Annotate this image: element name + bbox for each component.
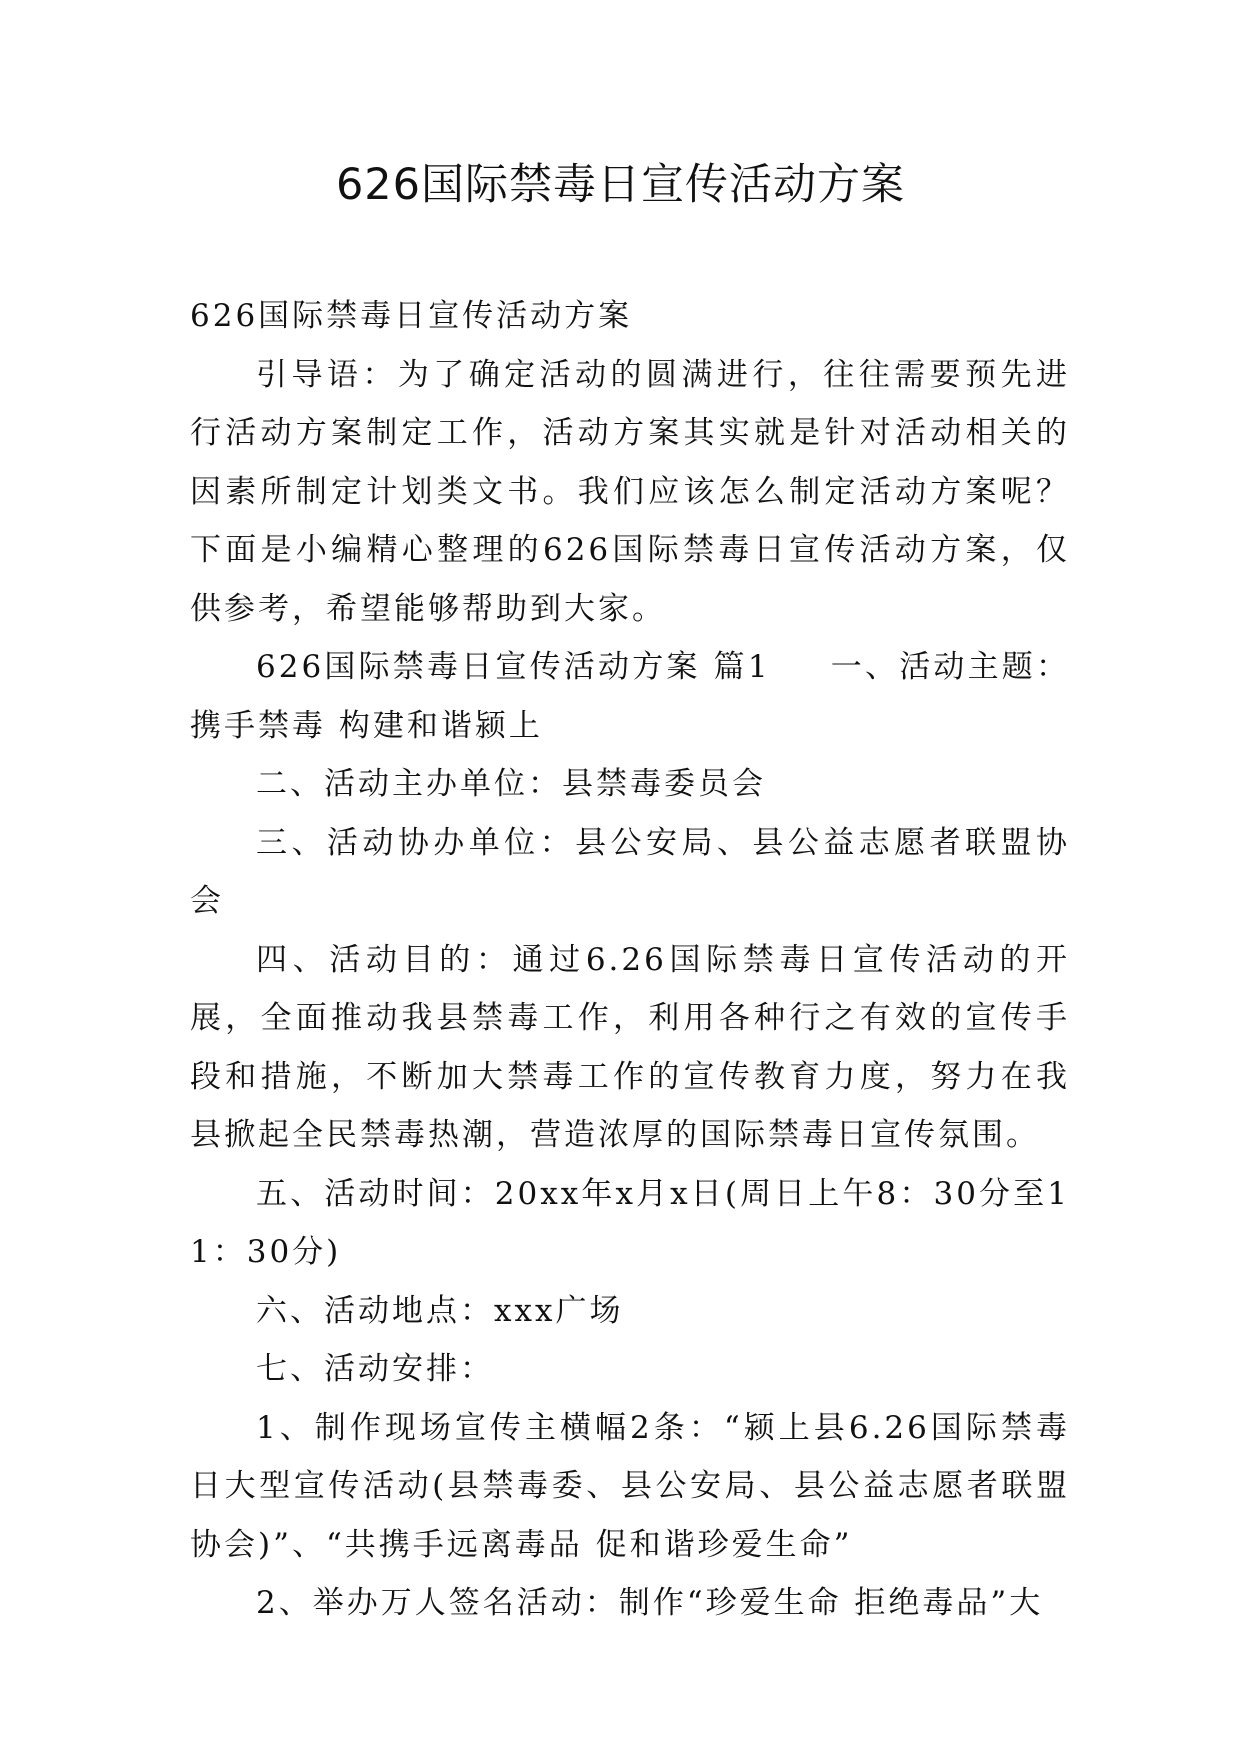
time-item: 五、活动时间：20xx年x月x日(周日上午8：30分至11：30分) (190, 1175, 1070, 1270)
arrangement-heading: 七、活动安排： (256, 1351, 494, 1387)
section-heading: 626国际禁毒日宣传活动方案 篇1 (256, 649, 771, 685)
section-heading-paragraph (190, 638, 1070, 755)
organizer-item: 二、活动主办单位：县禁毒委员会 (256, 766, 766, 802)
subtitle-paragraph: 626国际禁毒日宣传活动方案 (190, 298, 633, 334)
intro-paragraph: 引导语：为了确定活动的圆满进行，往往需要预先进行活动方案制定工作，活动方案其实就是针对活动相关的因素所制定计划类文书。我们应该怎么制定活动方案呢？下面是小编精心整理的626国际禁毒日宣传活动方案，仅供参考，希望能够帮助到大家。 (190, 356, 1070, 627)
co-organizer-item: 三、活动协办单位：县公安局、县公益志愿者联盟协会 (190, 824, 1070, 919)
document-title: 626国际禁毒日宣传活动方案 (335, 160, 906, 210)
purpose-item: 四、活动目的：通过6.26国际禁毒日宣传活动的开展，全面推动我县禁毒工作，利用各种行之有效的宣传手段和措施，不断加大禁毒工作的宣传教育力度，努力在我县掀起全民禁毒热潮，营造浓厚的国际禁毒日宣传氛围。 (190, 941, 1070, 1153)
arrangement-item-2: 2、举办万人签名活动：制作“珍爱生命 拒绝毒品”大 (256, 1585, 1044, 1621)
theme-item: 一、活动主题：携手禁毒 构建和谐颍上 (190, 649, 1071, 744)
location-item: 六、活动地点：xxx广场 (256, 1292, 624, 1329)
document-body (190, 287, 1070, 1633)
arrangement-item-1: 1、制作现场宣传主横幅2条：“颍上县6.26国际禁毒日大型宣传活动(县禁毒委、县公安局、县公益志愿者联盟协会)”、“共携手远离毒品 促和谐珍爱生命” (190, 1409, 1070, 1563)
